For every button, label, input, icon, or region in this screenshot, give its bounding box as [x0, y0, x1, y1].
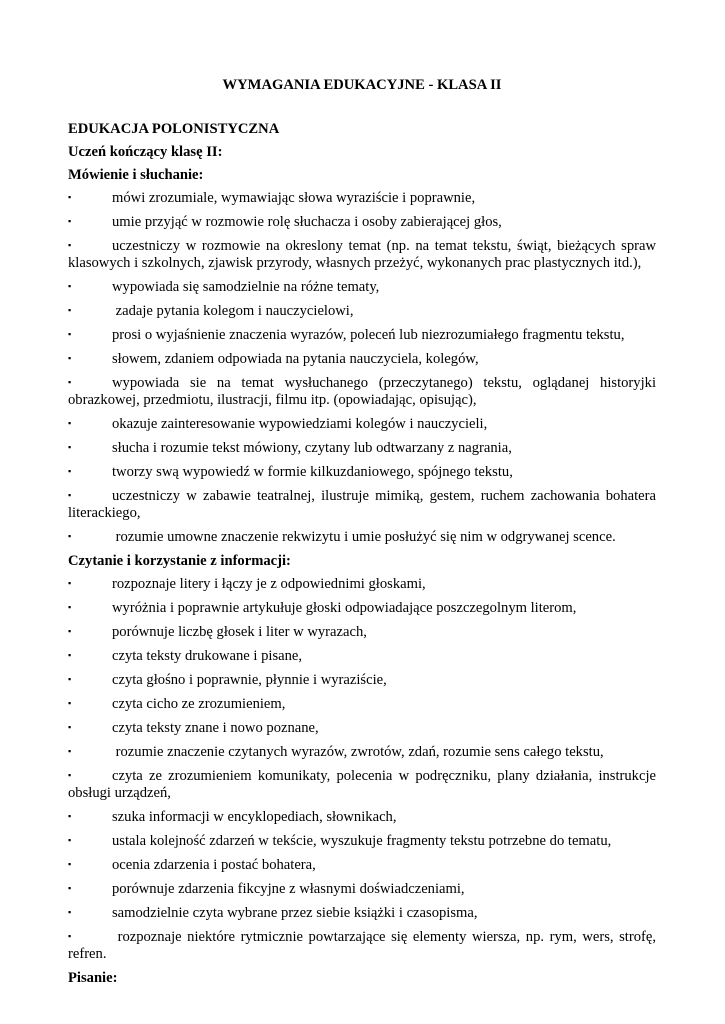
square-bullet-icon: ▪ [68, 626, 72, 636]
list-item-text: samodzielnie czyta wybrane przez siebie książki i czasopisma, [112, 905, 478, 921]
list-item-text: czyta teksty znane i nowo poznane, [112, 720, 319, 736]
square-bullet-icon: ▪ [68, 240, 72, 250]
square-bullet-icon: ▪ [68, 578, 72, 588]
requirement-groups [68, 166, 656, 987]
list-item-text: wypowiada się samodzielnie na różne tematy, [112, 279, 380, 295]
list-item-text: ocenia zdarzenia i postać bohatera, [112, 857, 316, 873]
square-bullet-icon: ▪ [68, 377, 72, 387]
list-item [68, 415, 656, 433]
list-item-text: porównuje liczbę głosek i liter w wyrazach, [112, 624, 367, 640]
list-item-text: szuka informacji w encyklopediach, słownikach, [112, 809, 397, 825]
list-item [68, 213, 656, 231]
document-page [68, 76, 656, 992]
list-item [68, 647, 656, 665]
square-bullet-icon: ▪ [68, 602, 72, 612]
square-bullet-icon: ▪ [68, 216, 72, 226]
list-item [68, 880, 656, 898]
square-bullet-icon: ▪ [68, 281, 72, 291]
section-heading: EDUKACJA POLONISTYCZNA [68, 121, 280, 137]
list-item-text: wyróżnia i poprawnie artykułuje głoski odpowiadające poszczegolnym literom, [112, 600, 577, 616]
square-bullet-icon: ▪ [68, 859, 72, 869]
square-bullet-icon: ▪ [68, 674, 72, 684]
list-item [68, 623, 656, 641]
list-item [68, 326, 656, 344]
square-bullet-icon: ▪ [68, 907, 72, 917]
list-item-text: ustala kolejność zdarzeń w tekście, wyszukuje fragmenty tekstu potrzebne do tematu, [112, 833, 612, 849]
square-bullet-icon: ▪ [68, 353, 72, 363]
square-bullet-icon: ▪ [68, 466, 72, 476]
list-item [68, 463, 656, 481]
list-item-text: słucha i rozumie tekst mówiony, czytany lub odtwarzany z nagrania, [112, 440, 512, 456]
list-item [68, 575, 656, 593]
list-item-text: umie przyjąć w rozmowie rolę słuchacza i osoby zabierającej głos, [112, 214, 502, 230]
square-bullet-icon: ▪ [68, 192, 72, 202]
square-bullet-icon: ▪ [68, 770, 72, 780]
group-heading: Mówienie i słuchanie: [68, 167, 204, 183]
square-bullet-icon: ▪ [68, 722, 72, 732]
square-bullet-icon: ▪ [68, 698, 72, 708]
list-item [68, 856, 656, 874]
group-heading: Czytanie i korzystanie z informacji: [68, 553, 291, 569]
document-title: WYMAGANIA EDUKACYJNE - KLASA II [222, 77, 502, 93]
square-bullet-icon: ▪ [68, 418, 72, 428]
list-item-text: czyta ze zrozumieniem komunikaty, polecenia w podręczniku, plany działania, instrukcje obsługi urządzeń, [68, 768, 656, 801]
list-item [68, 439, 656, 457]
requirement-list [68, 189, 656, 546]
list-item [68, 189, 656, 207]
list-item [68, 487, 656, 522]
list-item-text: rozumie umowne znaczenie rekwizytu i umie posłużyć się nim w odgrywanej scence. [112, 529, 616, 545]
list-item [68, 528, 656, 546]
requirement-list [68, 575, 656, 963]
list-item-text: słowem, zdaniem odpowiada na pytania nauczyciela, kolegów, [112, 351, 479, 367]
square-bullet-icon: ▪ [68, 490, 72, 500]
square-bullet-icon: ▪ [68, 329, 72, 339]
list-item-text: rozpoznaje litery i łączy je z odpowiednimi głoskami, [112, 576, 426, 592]
list-item-text: tworzy swą wypowiedź w formie kilkuzdaniowego, spójnego tekstu, [112, 464, 513, 480]
list-item-text: czyta głośno i poprawnie, płynnie i wyraziście, [112, 672, 387, 688]
list-item [68, 808, 656, 826]
list-item [68, 237, 656, 272]
list-item [68, 671, 656, 689]
section-intro: Uczeń kończący klasę II: [68, 144, 223, 160]
list-item [68, 278, 656, 296]
list-item-text: uczestniczy w zabawie teatralnej, ilustruje mimiką, gestem, ruchem zachowania bohatera literackiego, [68, 488, 656, 521]
square-bullet-icon: ▪ [68, 811, 72, 821]
list-item [68, 904, 656, 922]
list-item [68, 695, 656, 713]
list-item [68, 743, 656, 761]
square-bullet-icon: ▪ [68, 883, 72, 893]
list-item [68, 832, 656, 850]
list-item-text: rozumie znaczenie czytanych wyrazów, zwrotów, zdań, rozumie sens całego tekstu, [112, 744, 604, 760]
list-item [68, 350, 656, 368]
square-bullet-icon: ▪ [68, 746, 72, 756]
list-item-text: mówi zrozumiale, wymawiając słowa wyraziście i poprawnie, [112, 190, 476, 206]
square-bullet-icon: ▪ [68, 531, 72, 541]
group-heading: Pisanie: [68, 970, 118, 986]
list-item-text: czyta teksty drukowane i pisane, [112, 648, 303, 664]
list-item-text: zadaje pytania kolegom i nauczycielowi, [112, 303, 354, 319]
list-item [68, 599, 656, 617]
list-item [68, 374, 656, 409]
square-bullet-icon: ▪ [68, 305, 72, 315]
list-item-text: czyta cicho ze zrozumieniem, [112, 696, 286, 712]
list-item-text: porównuje zdarzenia fikcyjne z własnymi doświadczeniami, [112, 881, 465, 897]
list-item-text: okazuje zainteresowanie wypowiedziami kolegów i nauczycieli, [112, 416, 488, 432]
list-item [68, 767, 656, 802]
list-item-text: prosi o wyjaśnienie znaczenia wyrazów, poleceń lub niezrozumiałego fragmentu tekstu, [112, 327, 625, 343]
square-bullet-icon: ▪ [68, 442, 72, 452]
square-bullet-icon: ▪ [68, 931, 72, 941]
list-item-text: rozpoznaje niektóre rytmicznie powtarzające się elementy wiersza, np. rym, wers, strofę, refren. [68, 929, 656, 962]
list-item [68, 928, 656, 963]
list-item [68, 719, 656, 737]
list-item [68, 302, 656, 320]
square-bullet-icon: ▪ [68, 650, 72, 660]
list-item-text: wypowiada sie na temat wysłuchanego (przeczytanego) tekstu, oglądanej historyjki obrazkowej, przedmiotu, ilustracji, filmu itp. (opowiadając, opisując), [68, 375, 656, 408]
list-item-text: uczestniczy w rozmowie na okreslony temat (np. na temat tekstu, świąt, bieżących spraw klasowych i szkolnych, zjawisk przyrody, własnych przeżyć, wykonanych prac plastycznych itd.), [68, 238, 656, 271]
square-bullet-icon: ▪ [68, 835, 72, 845]
